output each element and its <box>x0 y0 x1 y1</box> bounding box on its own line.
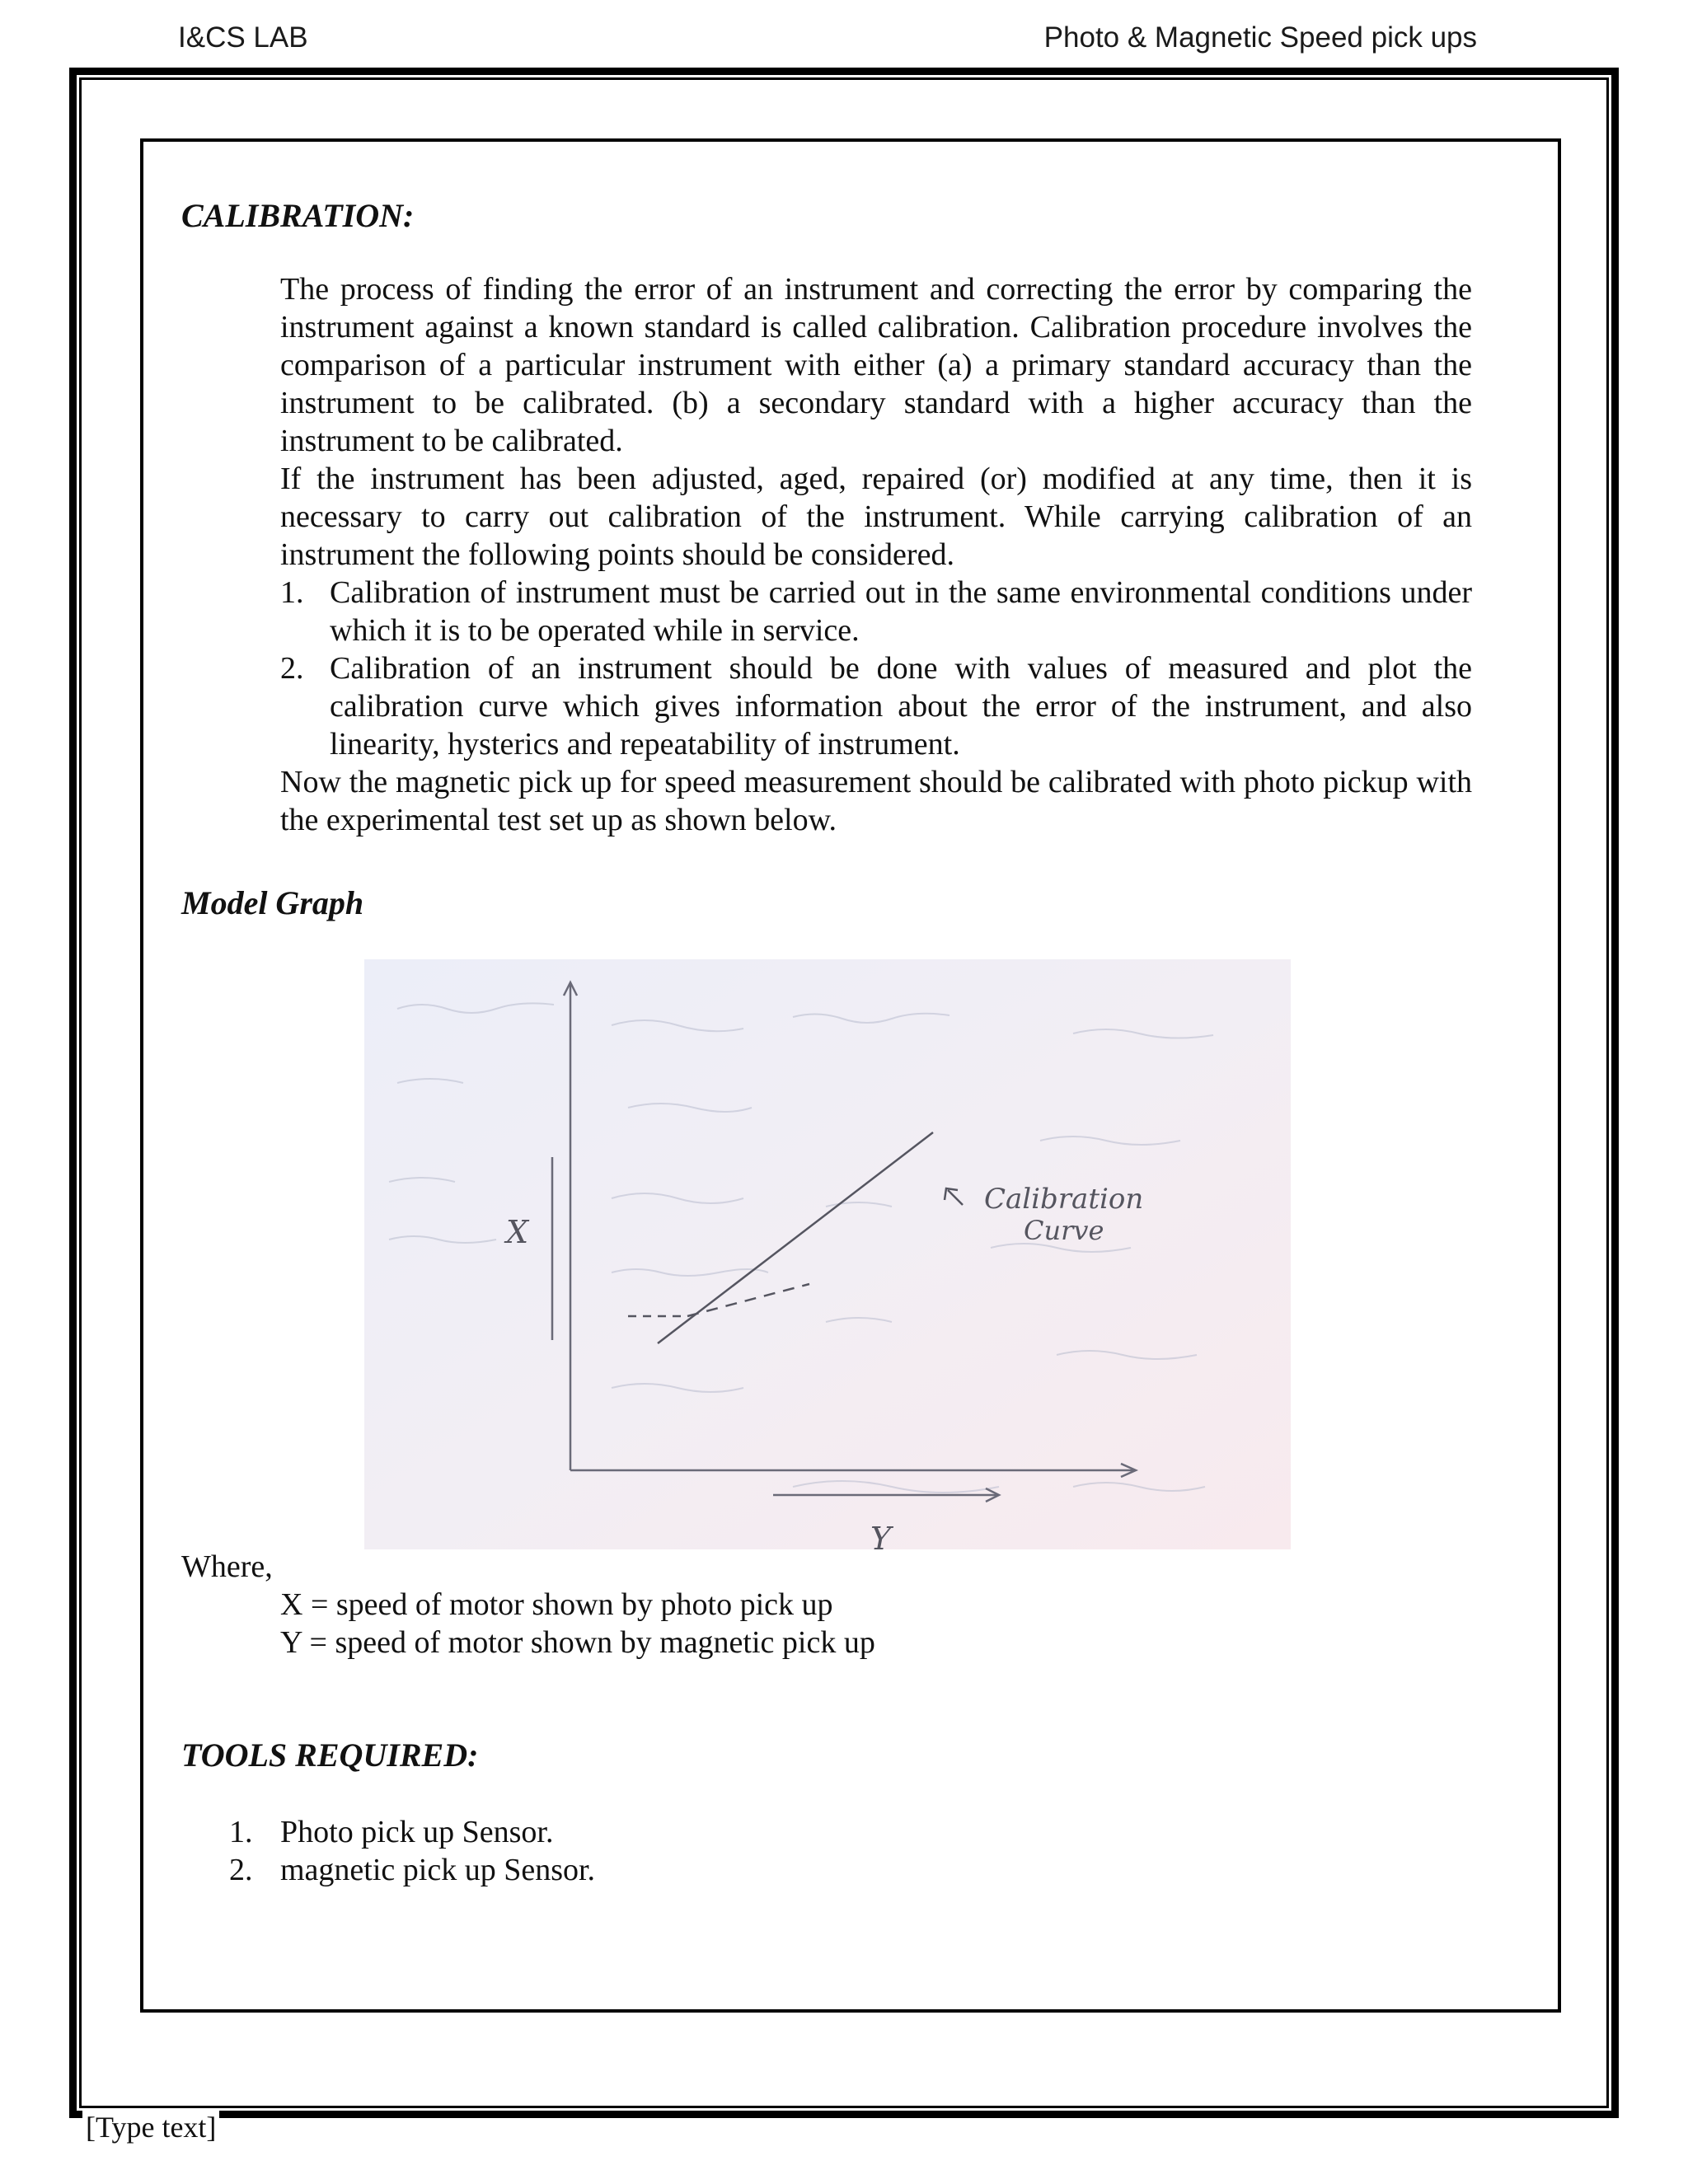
list-item <box>280 574 1472 649</box>
list-item-text: magnetic pick up Sensor. <box>280 1853 596 1887</box>
model-graph-heading: Model Graph <box>181 884 364 921</box>
list-item <box>223 1813 595 1851</box>
x-definition: X = speed of motor shown by photo pick up <box>280 1587 833 1622</box>
footer-placeholder[interactable]: [Type text] <box>82 2110 219 2144</box>
x-axis-handwritten-label: Y <box>870 1521 892 1549</box>
list-item-text: Calibration of instrument must be carried out in the same environmental conditions under which it is to be operated while in service. <box>330 575 1472 648</box>
header-lab-name: I&CS LAB <box>178 21 308 54</box>
list-item <box>280 649 1472 763</box>
curve-annotation-line-2: Curve <box>1024 1215 1104 1246</box>
y-axis-handwritten-label: X <box>506 1214 529 1250</box>
variable-definitions <box>280 1586 875 1661</box>
list-item-number: 2. <box>229 1853 253 1887</box>
graph-paper-background <box>364 959 1291 1549</box>
calibration-paragraph-1: The process of finding the error of an instrument and correcting the error by comparing the instrument against a known standard is called calibration. Calibration procedure involves the comparison of a particular instrument with either (a) a primary standard accuracy than the instrument to be calibrated. (b) a secondary standard with a higher accuracy than the instrument to be calibrated. <box>280 272 1472 458</box>
header-topic: Photo & Magnetic Speed pick ups <box>1043 21 1477 54</box>
calibration-paragraph-2: If the instrument has been adjusted, aged, repaired (or) modified at any time, then it is necessary to carry out calibration of the instrument. While carrying calibration of an instrument the following points should be considered. <box>280 462 1472 572</box>
list-item-number: 1. <box>229 1815 253 1849</box>
calibration-paragraph-3: Now the magnetic pick up for speed measurement should be calibrated with photo pickup with the experimental test set up as shown below. <box>280 765 1472 837</box>
list-item-number: 1. <box>280 575 304 610</box>
list-item-text: Photo pick up Sensor. <box>280 1815 554 1849</box>
calibration-heading: CALIBRATION: <box>181 197 415 234</box>
list-item-number: 2. <box>280 651 304 686</box>
calibration-points-list <box>280 574 1472 763</box>
list-item <box>223 1851 595 1889</box>
y-definition: Y = speed of motor shown by magnetic pick up <box>280 1625 875 1660</box>
tools-list <box>223 1813 595 1889</box>
where-label: Where, <box>181 1549 273 1584</box>
tools-required-heading: TOOLS REQUIRED: <box>181 1736 479 1774</box>
model-graph-image <box>364 959 1291 1549</box>
list-item-text: Calibration of an instrument should be done with values of measured and plot the calibration curve which gives information about the error of the instrument, and also linearity, hysterics and repeatability of instrument. <box>330 651 1472 762</box>
curve-annotation-line-1: Calibration <box>984 1183 1144 1216</box>
